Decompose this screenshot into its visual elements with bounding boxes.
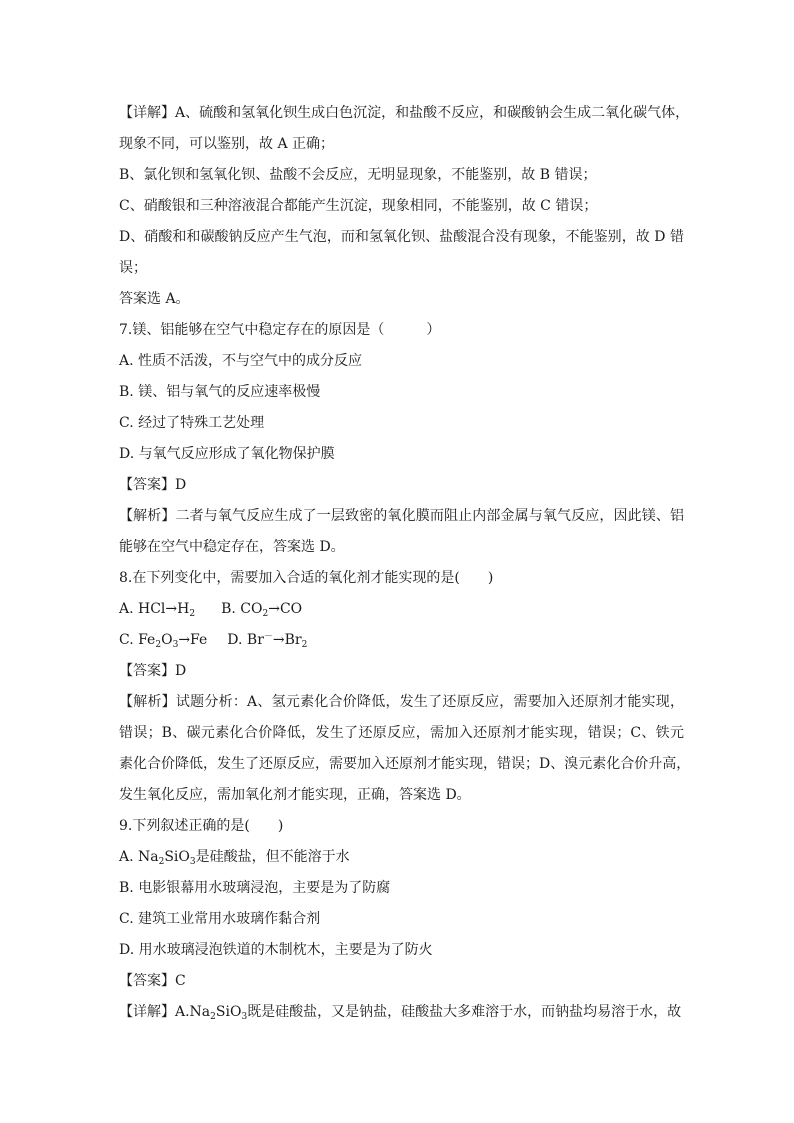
- q8-stem: 8.在下列变化中，需要加入合适的氧化剂才能实现的是( ): [119, 570, 494, 586]
- q7-stem: 7.镁、铝能够在空气中稳定存在的原因是（ ）: [119, 322, 441, 338]
- q8-options-row-1: [119, 600, 679, 618]
- q7-explanation-line-2: 能够在空气中稳定存在，答案选 D。: [119, 539, 345, 555]
- q7-explanation-line-1: 【解析】二者与氧气反应生成了一层致密的氧化膜而阻止内部金属与氧气反应，因此镁、铝: [119, 508, 684, 524]
- q8-option-b: B. $CO_2\to CO$: [221, 601, 303, 619]
- q9-option-d: D. 用水玻璃浸泡铁道的木制枕木，主要是为了防火: [119, 942, 433, 958]
- q9-stem: 9.下列叙述正确的是( ): [119, 818, 284, 834]
- q9-option-b: B. 电影银幕用水玻璃浸泡，主要是为了防腐: [119, 880, 391, 896]
- q9-explanation-line-1: 【详解】$A.Na_2SiO_3$既是硅酸盐，又是钠盐，硅酸盐大多难溶于水，而钠盐均易溶于水，故: [119, 1004, 682, 1022]
- q8-explanation-line-1: 【解析】试题分析：A、氢元素化合价降低，发生了还原反应，需要加入还原剂才能实现，: [119, 694, 684, 710]
- q8-explanation-line-4: 发生氧化反应，需加氧化剂才能实现，正确，答案选 D。: [119, 787, 471, 803]
- q9-option-a: A. $Na_2SiO_3$是硅酸盐，但不能溶于水: [119, 849, 350, 867]
- q9-option-c: C. 建筑工业常用水玻璃作黏合剂: [119, 911, 321, 927]
- q6-explanation-line-1: 【详解】A、硫酸和氢氧化钡生成白色沉淀，和盐酸不反应，和碳酸钠会生成二氧化碳气体，: [119, 105, 690, 121]
- q6-explanation-line-5: D、硝酸和和碳酸钠反应产生气泡，而和氢氧化钡、盐酸混合没有现象，不能鉴别，故 D 错: [119, 229, 684, 245]
- q7-option-b: B. 镁、铝与氧气的反应速率极慢: [119, 384, 321, 400]
- q9-answer: 【答案】C: [119, 973, 186, 989]
- q6-conclusion: 答案选 A。: [119, 291, 190, 307]
- q8-options-row-2: [119, 631, 679, 649]
- q6-explanation-line-3: B、氯化钡和氢氧化钡、盐酸不会反应，无明显现象，不能鉴别，故 B 错误；: [119, 167, 597, 183]
- q7-option-d: D. 与氧气反应形成了氧化物保护膜: [119, 446, 335, 462]
- q6-explanation-line-6: 误；: [119, 260, 147, 276]
- q8-explanation-line-3: 素化合价降低，发生了还原反应，需要加入还原剂才能实现，错误；D、溴元素化合价升高，: [119, 756, 691, 772]
- q7-option-a: A. 性质不活泼，不与空气中的成分反应: [119, 353, 363, 369]
- q8-option-d: D. $Br^-\to Br_2$: [227, 632, 308, 650]
- q7-answer: 【答案】D: [119, 477, 187, 493]
- q8-option-a: A. $HCl\to H_2$: [119, 601, 196, 619]
- q6-explanation-line-4: C、硝酸银和三种溶液混合都能产生沉淀，现象相同，不能鉴别，故 C 错误；: [119, 198, 598, 214]
- q6-explanation-line-2: 现象不同，可以鉴别，故 A 正确；: [119, 136, 335, 152]
- q7-option-c: C. 经过了特殊工艺处理: [119, 415, 265, 431]
- q8-option-c: C. $Fe_2O_3\to Fe$: [119, 632, 208, 650]
- q8-answer: 【答案】D: [119, 663, 187, 679]
- q8-explanation-line-2: 错误；B、碳元素化合价降低，发生了还原反应，需加入还原剂才能实现，错误；C、铁元: [119, 725, 684, 741]
